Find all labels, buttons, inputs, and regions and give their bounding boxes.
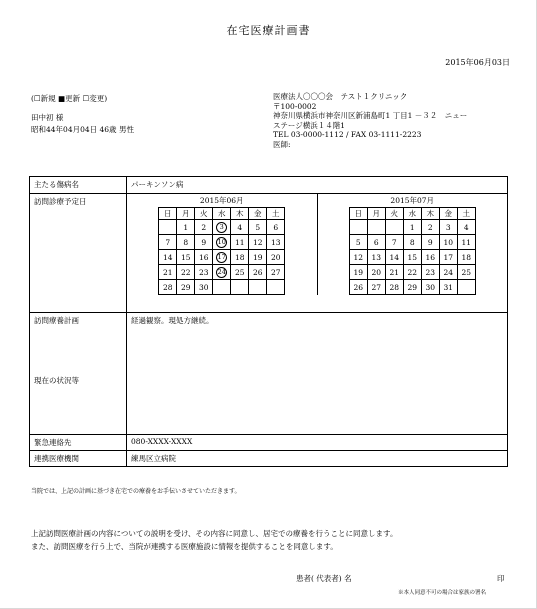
calendar-day: 5: [249, 220, 267, 235]
calendar-day: 30: [421, 280, 439, 295]
calendar-day: 21: [159, 265, 177, 280]
calendar-day: 30: [195, 280, 213, 295]
clinic-postal: 〒100-0002: [273, 101, 317, 111]
calendar-june: [127, 194, 317, 295]
weekday-header: 土: [457, 208, 475, 220]
weekday-header: 火: [195, 208, 213, 220]
calendar-day: 14: [159, 250, 177, 265]
calendar-day: 28: [159, 280, 177, 295]
weekday-header: 水: [403, 208, 421, 220]
plan-status: (☐新規 ■更新 ☐変更): [31, 94, 108, 103]
calendar-day: 12: [349, 250, 367, 265]
clinic-name: 医療法人〇〇〇会 テスト１クリニック: [273, 92, 408, 101]
consent-line-1: 上記訪問医療計画の内容についての説明を受け、その内容に同意し、居宅での療養を行うことに同意します。: [31, 529, 398, 538]
calendar-day: [385, 220, 403, 235]
care-note: 当院では、上記の計画に基づき在宅での療養をお手伝いさせていただきます。: [31, 488, 241, 495]
calendar-day: [213, 280, 231, 295]
calendar-day: 31: [439, 280, 457, 295]
calendar-week: [349, 235, 475, 250]
status-label: 現在の状況等: [34, 376, 79, 385]
calendar-day: [213, 265, 231, 280]
calendar-day: [231, 280, 249, 295]
calendar-day: 2: [421, 220, 439, 235]
calendar-day: 15: [403, 250, 421, 265]
calendar-day: 7: [385, 235, 403, 250]
calendar-week: [159, 235, 285, 250]
visit-day-marker: 10: [217, 237, 226, 246]
clinic-address-1: 神奈川県横浜市神奈川区新浦島町1 丁目1 －３２ ニュー: [273, 111, 468, 121]
facility-label: 連携医療機関: [30, 451, 127, 467]
seal-label: 印: [497, 574, 505, 583]
calendar-day: 22: [403, 265, 421, 280]
plan-value: 経過観察。現処方継続。: [127, 313, 508, 435]
calendar-day: 3: [439, 220, 457, 235]
weekday-header: 日: [159, 208, 177, 220]
calendar-day: 4: [457, 220, 475, 235]
calendar-day: [213, 250, 231, 265]
calendar-day: [367, 220, 385, 235]
calendar-week: [349, 220, 475, 235]
calendar-day: 17: [439, 250, 457, 265]
weekday-header: 水: [213, 208, 231, 220]
calendar-day: 27: [367, 280, 385, 295]
calendar-day: 15: [177, 250, 195, 265]
calendar-day: 16: [195, 250, 213, 265]
calendar-day: 29: [403, 280, 421, 295]
calendar-week: [159, 280, 285, 295]
calendar-july: [317, 194, 508, 295]
calendar-day: 8: [403, 235, 421, 250]
calendar-day: 28: [385, 280, 403, 295]
calendar-title: 2015年06月: [199, 196, 244, 205]
calendar-grid: [158, 207, 285, 295]
clinic-address-2: ステージ横浜１４階1: [273, 120, 345, 130]
calendar-day: [249, 280, 267, 295]
clinic-tel: TEL 03-0000-1112 / FAX 03-1111-2223: [273, 130, 422, 140]
calendar-week: [159, 220, 285, 235]
calendar-grid: [349, 207, 476, 295]
calendar-day: 11: [231, 235, 249, 250]
calendar-day: 23: [421, 265, 439, 280]
patient-birth: 昭和44年04月04日 46歳 男性: [31, 125, 134, 134]
calendar-day: [213, 220, 231, 235]
calendar-day: 4: [231, 220, 249, 235]
calendar-day: 6: [367, 235, 385, 250]
plan-table: [29, 176, 508, 467]
calendar-day: 5: [349, 235, 367, 250]
weekday-header: 土: [267, 208, 285, 220]
diagnosis-label: 主たる傷病名: [30, 177, 127, 194]
calendar-day: 10: [439, 235, 457, 250]
calendar-day: 6: [267, 220, 285, 235]
diagnosis-value: パーキンソン病: [127, 177, 508, 194]
clinic-info: [273, 92, 467, 150]
calendar-day: 19: [349, 265, 367, 280]
weekday-header: 月: [367, 208, 385, 220]
document-title: 在宅医療計画書: [226, 24, 311, 37]
emergency-label: 緊急連絡先: [30, 435, 127, 451]
calendar-week: [349, 280, 475, 295]
calendar-day: 21: [385, 265, 403, 280]
calendar-day: 19: [249, 250, 267, 265]
calendar-day: 14: [385, 250, 403, 265]
calendar-day: 22: [177, 265, 195, 280]
calendar-day: 2: [195, 220, 213, 235]
calendar-week: [159, 250, 285, 265]
calendar-day: 26: [249, 265, 267, 280]
calendar-day: [267, 280, 285, 295]
weekday-header: 金: [249, 208, 267, 220]
plan-label: 訪問療養計画: [34, 316, 79, 325]
calendar-day: 26: [349, 280, 367, 295]
calendar-day: [159, 220, 177, 235]
calendar-day: 23: [195, 265, 213, 280]
calendar-day: 18: [231, 250, 249, 265]
weekday-header: 月: [177, 208, 195, 220]
consent-line-2: また、訪問医療を行う上で、当院が連携する医療施設に情報を提供することを同意します。: [31, 542, 338, 551]
calendar-day: 25: [231, 265, 249, 280]
emergency-value: 080-XXXX-XXXX: [127, 435, 508, 451]
calendar-day: 24: [439, 265, 457, 280]
patient-name: 田中初 様: [31, 113, 64, 122]
plan-label-cell: [30, 313, 127, 435]
calendar-container: [127, 194, 507, 295]
calendar-day: 20: [367, 265, 385, 280]
calendar-day: 9: [421, 235, 439, 250]
calendar-day: 1: [403, 220, 421, 235]
weekday-header: 日: [349, 208, 367, 220]
visit-day-marker: 24: [217, 267, 226, 276]
signature-label: 患者( 代表者) 名: [296, 574, 352, 583]
calendar-day: 16: [421, 250, 439, 265]
weekday-header: 木: [421, 208, 439, 220]
calendar-day: 7: [159, 235, 177, 250]
facility-value: 練馬区立病院: [127, 451, 508, 467]
calendar-day: 8: [177, 235, 195, 250]
signature-note: ※本人同意不可の場合は家族の署名: [398, 590, 487, 596]
calendar-title: 2015年07月: [390, 196, 435, 205]
calendar-week: [349, 250, 475, 265]
calendar-day: 13: [367, 250, 385, 265]
calendar-day: 29: [177, 280, 195, 295]
calendar-day: 20: [267, 250, 285, 265]
calendar-day: [457, 280, 475, 295]
calendar-day: 25: [457, 265, 475, 280]
schedule-cell: [127, 194, 508, 313]
calendar-week: [159, 265, 285, 280]
calendar-day: 13: [267, 235, 285, 250]
calendar-day: 12: [249, 235, 267, 250]
calendar-week: [349, 265, 475, 280]
weekday-header: 木: [231, 208, 249, 220]
calendar-day: [213, 235, 231, 250]
consent-text: [31, 527, 397, 553]
document-date: 2015年06月03日: [445, 58, 510, 67]
calendar-day: 11: [457, 235, 475, 250]
weekday-header: 金: [439, 208, 457, 220]
clinic-doctor: 医師:: [273, 139, 291, 149]
visit-day-marker: 3: [216, 222, 227, 233]
visit-day-marker: 17: [217, 252, 226, 261]
calendar-day: 27: [267, 265, 285, 280]
calendar-day: 18: [457, 250, 475, 265]
schedule-label: 訪問診療予定日: [30, 194, 127, 313]
calendar-day: 1: [177, 220, 195, 235]
calendar-day: [349, 220, 367, 235]
weekday-header: 火: [385, 208, 403, 220]
calendar-day: 9: [195, 235, 213, 250]
